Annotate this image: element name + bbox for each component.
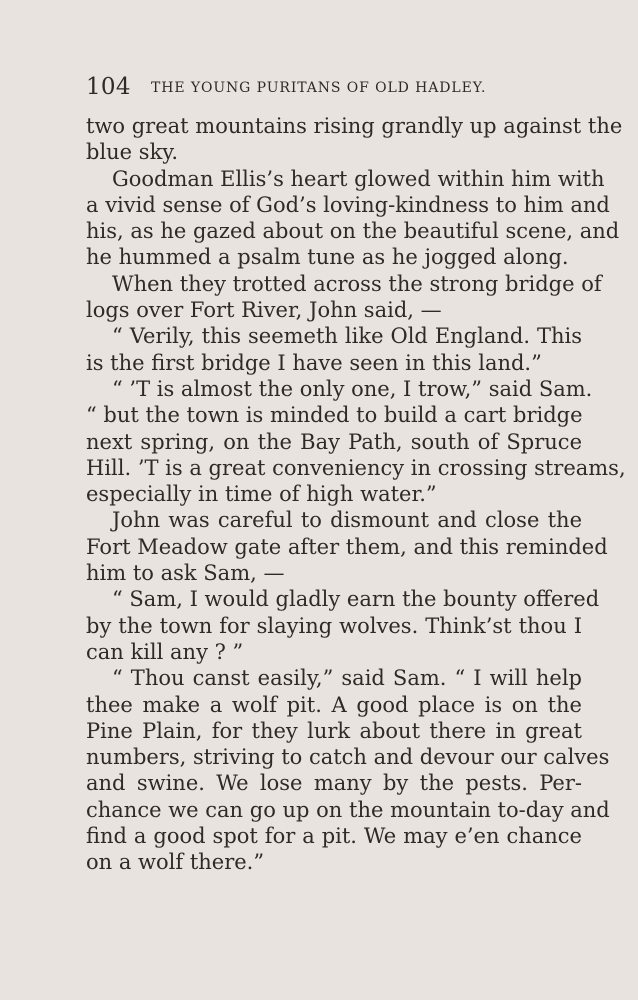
text-line: When they trotted across the strong bridge of: [112, 271, 602, 296]
text-line: especially in time of high water.”: [86, 482, 437, 507]
text-line: “ Verily, this seemeth like Old England. This: [112, 324, 582, 349]
text-line: on a wolf there.”: [86, 850, 265, 875]
text-line: Hill. ’T is a great conveniency in crossing streams,: [86, 455, 626, 480]
text-line: Goodman Ellis’s heart glowed within him with: [112, 166, 605, 191]
text-line: John was careful to dismount and close the: [112, 508, 582, 533]
text-line: “ Sam, I would gladly earn the bounty offered: [112, 587, 600, 612]
running-title: THE YOUNG PURITANS OF OLD HADLEY.: [151, 80, 487, 96]
text-line: Pine Plain, for they lurk about there in great: [86, 718, 582, 743]
text-line: is the first bridge I have seen in this land.”: [86, 350, 542, 375]
text-line: “ Thou canst easily,” said Sam. “ I will help: [112, 666, 582, 691]
text-line: a vivid sense of God’s loving-kindness to him and: [86, 192, 610, 217]
text-line: blue sky.: [86, 140, 179, 165]
text-line: numbers, striving to catch and devour our calves: [86, 745, 610, 770]
text-line: him to ask Sam, —: [86, 561, 285, 586]
text-line: find a good spot for a pit. We may e’en chance: [86, 824, 582, 849]
text-line: and swine. We lose many by the pests. Per-: [86, 771, 582, 796]
page-number: 104: [86, 74, 131, 100]
text-line: by the town for slaying wolves. Think’st thou I: [86, 613, 582, 638]
text-line: logs over Fort River, John said, —: [86, 298, 442, 323]
text-line: his, as he gazed about on the beautiful scene, and: [86, 219, 620, 244]
text-line: can kill any ? ”: [86, 639, 244, 664]
text-line: next spring, on the Bay Path, south of Spruce: [86, 429, 582, 454]
text-line: thee make a wolf pit. A good place is on the: [86, 692, 582, 717]
text-line: two great mountains rising grandly up against the: [86, 114, 623, 138]
page-header: [86, 72, 586, 102]
text-line: chance we can go up on the mountain to-day and: [86, 797, 610, 822]
text-line: “ but the town is minded to build a cart bridge: [86, 403, 583, 428]
text-line: Fort Meadow gate after them, and this reminded: [86, 534, 608, 559]
text-line: “ ’T is almost the only one, I trow,” said Sam.: [112, 376, 593, 401]
body-text: [86, 113, 626, 876]
text-line: he hummed a psalm tune as he jogged along.: [86, 245, 569, 270]
